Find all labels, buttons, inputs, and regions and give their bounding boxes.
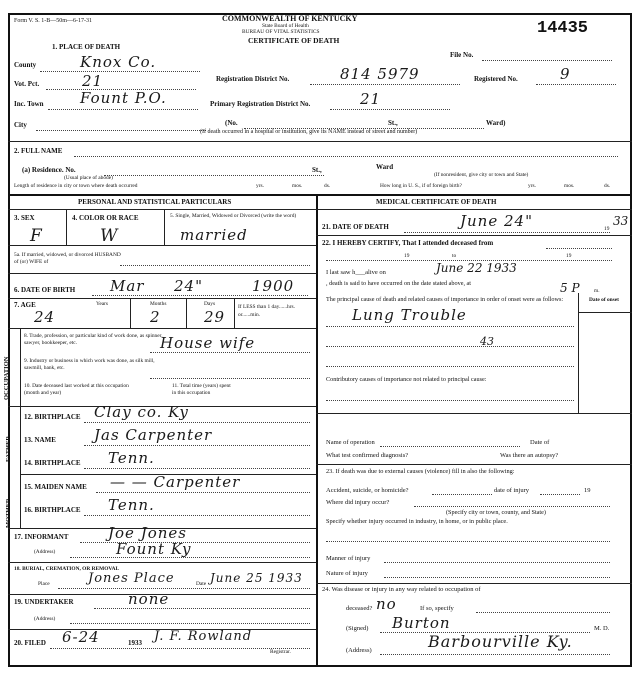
burial-date-label: Date xyxy=(196,581,207,587)
death-said-label: , death is said to have occurred on the date stated above, at xyxy=(326,280,472,287)
parents-side-divider xyxy=(20,406,21,528)
residence-st-label: St., xyxy=(312,166,322,174)
cause-line-1 xyxy=(326,326,574,327)
vot-pct-label: Vot. Pct. xyxy=(14,80,40,88)
form-number: Form V. S. 1-B—50m—6-17-31 xyxy=(14,18,92,24)
state-title: COMMONWEALTH OF KENTUCKY xyxy=(222,14,358,23)
father-name-label: 13. NAME xyxy=(24,436,56,444)
specify-industry-label: Specify whether injury occurred in industry, in home, or in public place. xyxy=(326,518,508,525)
informant-line xyxy=(80,542,310,543)
birthplace-14-label: 14. BIRTHPLACE xyxy=(24,459,81,467)
undertaker-value: none xyxy=(128,590,170,608)
marital-value: married xyxy=(180,226,248,244)
occupation-side-label: OCCUPATION xyxy=(3,356,10,400)
file-no-label: File No. xyxy=(450,51,474,59)
informant-label: 17. INFORMANT xyxy=(14,533,69,541)
registered-no-value: 9 xyxy=(560,65,571,83)
maiden-name-value: — — Carpenter xyxy=(110,473,241,491)
divider-row-age xyxy=(8,328,316,329)
trade-value: House wife xyxy=(160,334,256,352)
column-divider xyxy=(316,194,318,665)
signed-label: (Signed) xyxy=(346,625,369,632)
frame-right xyxy=(630,13,632,667)
death-time-value: 5 P xyxy=(560,281,580,295)
undertaker-address-line xyxy=(70,623,310,624)
dob-label: 6. DATE OF BIRTH xyxy=(14,286,76,294)
full-name-line xyxy=(74,156,618,157)
age-div-2 xyxy=(186,298,187,328)
operation-label: Name of operation xyxy=(326,439,375,446)
dob-year: 1900 xyxy=(252,277,295,295)
street-ward-label: Ward) xyxy=(486,119,506,127)
cause-line-3 xyxy=(326,366,574,367)
spouse-line xyxy=(120,265,310,266)
death-time-m: m. xyxy=(594,288,600,294)
contributory-label: Contributory causes of importance not related to principal cause: xyxy=(326,376,487,383)
industry-line xyxy=(150,378,310,379)
frame-bottom xyxy=(8,665,632,667)
occupation-question: 24. Was disease or injury in any way related to occupation of xyxy=(322,586,481,593)
file-no-line xyxy=(482,60,612,61)
burial-label: 18. BURIAL, CREMATION, OR REMOVAL xyxy=(14,566,120,572)
onset-label: Date of onset xyxy=(589,297,619,303)
mother-side-label: MOTHER xyxy=(5,498,12,528)
contributory-line xyxy=(326,400,574,401)
death-date-label: 21. DATE OF DEATH xyxy=(322,223,389,231)
registrar-label: Registrar. xyxy=(270,649,291,655)
injury-date-line xyxy=(540,494,580,495)
personal-heading: PERSONAL AND STATISTICAL PARTICULARS xyxy=(78,198,232,206)
hospital-note: (If death occurred in a hospital or institution, give its NAME instead of street and number) xyxy=(200,129,418,135)
birthplace-12-line xyxy=(84,422,310,423)
where-injury-line xyxy=(414,506,610,507)
sex-col-divider xyxy=(66,209,67,245)
accident-label: Accident, suicide, or homicide? xyxy=(326,487,409,494)
county-line xyxy=(40,71,200,72)
death-year-value: 33 xyxy=(613,214,629,228)
residence-label: (a) Residence. No. xyxy=(22,166,76,174)
informant-address-label: (Address) xyxy=(34,549,56,555)
physician-address-line xyxy=(380,654,610,655)
certificate-stamp-number: 14435 xyxy=(537,19,589,38)
length-ds: ds. xyxy=(324,183,331,189)
principal-cause-value: Lung Trouble xyxy=(352,306,467,324)
deceased-answer: no xyxy=(376,595,397,613)
age-div-3 xyxy=(234,298,235,328)
divider-row-sex xyxy=(8,245,316,246)
length-mos: mos. xyxy=(292,183,303,189)
divider-row-informant xyxy=(8,562,316,563)
undertaker-line xyxy=(94,608,310,609)
full-name-label: 2. FULL NAME xyxy=(14,147,63,155)
undertaker-label: 19. UNDERTAKER xyxy=(14,598,74,606)
dob-line xyxy=(92,295,308,296)
spouse-label: 5a. If married, widowed, or divorced HUSBAND of (or) WIFE of xyxy=(14,252,121,266)
burial-date-value: June 25 1933 xyxy=(210,571,303,585)
frame-left xyxy=(8,13,10,667)
principal-cause-label: The principal cause of death and related causes of importance in order of onset were as follows: xyxy=(326,296,564,303)
how-long-label: How long in U. S., if of foreign birth? xyxy=(380,183,462,189)
deceased-label: deceased? xyxy=(346,605,373,612)
sex-value: F xyxy=(30,226,43,246)
age-days-value: 29 xyxy=(204,308,226,326)
trade-line xyxy=(150,352,310,353)
test-label: What test confirmed diagnosis? xyxy=(326,452,409,459)
physician-address-label: (Address) xyxy=(346,647,372,654)
injury-year: 19 xyxy=(584,487,591,494)
external-causes-label: 23. If death was due to external causes (violence) fill in also the following: xyxy=(326,468,515,475)
birthplace-12-value: Clay co. Ky xyxy=(94,403,189,421)
city-line xyxy=(36,130,206,131)
divider-row-operation xyxy=(316,464,632,465)
nature-line xyxy=(384,577,610,578)
usual-place-label: (Usual place of abode) xyxy=(64,175,113,181)
street-no-label: (No. xyxy=(225,119,238,127)
age-label: 7. AGE xyxy=(14,301,36,309)
how-long-yrs: yrs. xyxy=(528,183,536,189)
age-years-label: Years xyxy=(96,301,109,307)
primary-district-label: Primary Registration District No. xyxy=(210,100,311,108)
board-title: State Board of Health xyxy=(262,23,309,29)
street-st-label: St., xyxy=(388,119,398,127)
birthplace-14-value: Tenn. xyxy=(108,449,155,467)
death-date-line xyxy=(404,232,610,233)
manner-label: Manner of injury xyxy=(326,555,371,562)
industry-label: 9. Industry or business in which work was done, as silk mill, sawmill, bank, etc. xyxy=(24,358,155,372)
marital-label: 5. Single, Married, Widowed or Divorced (write the word) xyxy=(170,213,297,219)
onset-header-rule xyxy=(578,312,632,313)
informant-address-value: Fount Ky xyxy=(116,540,192,558)
accident-line xyxy=(432,494,492,495)
birthplace-14-line xyxy=(84,468,310,469)
burial-line xyxy=(58,588,310,589)
town-value: Fount P.O. xyxy=(80,89,167,107)
md-label: M. D. xyxy=(594,625,610,632)
certificate-title: CERTIFICATE OF DEATH xyxy=(248,36,340,45)
divider-row-death-date xyxy=(316,235,632,236)
operation-line xyxy=(380,446,520,447)
filed-year-value: 1933 xyxy=(128,639,142,647)
divider-row-spouse xyxy=(8,273,316,274)
divider-row-injury xyxy=(316,583,632,584)
burial-place-label: Place xyxy=(38,581,50,587)
onset-divider xyxy=(578,293,579,413)
cause-line-2 xyxy=(326,346,574,347)
county-label: County xyxy=(14,61,37,69)
birthplace-16-value: Tenn. xyxy=(108,496,155,514)
manner-line xyxy=(384,562,610,563)
divider-under-headings xyxy=(8,209,632,210)
certify-label: 22. I HEREBY CERTIFY, That I attended deceased from xyxy=(322,239,494,247)
last-saw-label: I last saw h___alive on xyxy=(326,269,386,276)
how-long-mos: mos. xyxy=(564,183,575,189)
maiden-name-line xyxy=(96,492,310,493)
city-label: City xyxy=(14,121,27,129)
town-label: Inc. Town xyxy=(14,100,44,108)
cause-mark: 43 xyxy=(480,335,494,348)
birthplace-12-label: 12. BIRTHPLACE xyxy=(24,413,81,421)
age-less-than: If LESS than 1 day......hrs. or......min. xyxy=(238,304,295,318)
nonresident-note: (If nonresident, give city or town and State) xyxy=(434,172,529,178)
dob-month: Mar xyxy=(110,277,145,295)
color-label: 4. COLOR OR RACE xyxy=(72,214,139,222)
certify-to: to xyxy=(452,253,457,259)
trade-label: 8. Trade, profession, or particular kind of work done, as spinner, sawyer, bookkeeper, etc. xyxy=(24,333,163,347)
how-long-ds: ds. xyxy=(604,183,611,189)
place-of-death-label: 1. PLACE OF DEATH xyxy=(52,43,121,51)
registration-district-value: 814 5979 xyxy=(340,65,420,83)
last-saw-value: June 22 1933 xyxy=(436,261,517,275)
vot-pct-value: 21 xyxy=(82,72,104,90)
age-days-label: Days xyxy=(204,301,216,307)
total-time-label: 11. Total time (years) spent in this occupation xyxy=(172,383,231,397)
medical-heading: MEDICAL CERTIFICATE OF DEATH xyxy=(376,198,497,206)
color-col-divider xyxy=(164,209,165,245)
injury-date-label: date of injury xyxy=(494,487,530,494)
if-so-line xyxy=(476,612,610,613)
filed-label: 20. FILED xyxy=(14,639,46,647)
father-side-label: FATHER xyxy=(5,435,12,462)
divider-full-name xyxy=(8,141,632,142)
nature-label: Nature of injury xyxy=(326,570,368,577)
divider-main-top xyxy=(8,194,632,196)
residence-line xyxy=(104,175,324,176)
registration-district-label: Registration District No. xyxy=(216,75,290,83)
operation-date-label: Date of xyxy=(530,439,550,446)
length-yrs: yrs. xyxy=(256,183,264,189)
age-months-label: Months xyxy=(150,301,167,307)
specify-place-label: (Specify city or town, county, and State) xyxy=(446,509,546,516)
primary-district-line xyxy=(330,109,450,110)
age-years-value: 24 xyxy=(34,308,56,326)
age-months-value: 2 xyxy=(150,308,161,326)
specify-industry-line xyxy=(326,541,610,542)
birthplace-16-line xyxy=(84,515,310,516)
bureau-title: BUREAU OF VITAL STATISTICS xyxy=(242,29,320,35)
birthplace-16-label: 16. BIRTHPLACE xyxy=(24,506,81,514)
residence-ward-label: Ward xyxy=(376,163,394,171)
father-name-value: Jas Carpenter xyxy=(94,426,213,444)
maiden-name-label: 15. MAIDEN NAME xyxy=(24,483,87,491)
age-div-1 xyxy=(130,298,131,328)
divider-row-causes xyxy=(316,413,632,414)
physician-address-value: Barbourville Ky. xyxy=(428,632,573,651)
if-so-label: If so, specify xyxy=(420,605,454,612)
physician-signature: Burton xyxy=(392,614,451,632)
primary-district-value: 21 xyxy=(360,90,382,108)
burial-place-value: Jones Place xyxy=(88,571,175,586)
undertaker-address-label: (Address) xyxy=(34,616,56,622)
county-value: Knox Co. xyxy=(80,53,157,71)
divider-row-dob xyxy=(8,298,316,299)
registration-district-line xyxy=(310,84,460,85)
informant-address-line xyxy=(70,557,310,558)
last-worked-label: 10. Date deceased last worked at this occupation (month and year) xyxy=(24,383,129,397)
death-year-prefix: 19 xyxy=(604,226,610,232)
father-name-line xyxy=(84,445,310,446)
registered-no-line xyxy=(536,84,616,85)
dob-day: 24" xyxy=(174,277,203,295)
sex-label: 3. SEX xyxy=(14,214,35,222)
autopsy-label: Was there an autopsy? xyxy=(500,452,559,459)
certify-year-2: 19 xyxy=(566,253,572,259)
informant-value: Joe Jones xyxy=(108,524,187,542)
registrar-signature: J. F. Rowland xyxy=(154,629,253,644)
color-value: W xyxy=(100,226,119,246)
certify-line xyxy=(546,248,612,249)
where-injury-label: Where did injury occur? xyxy=(326,499,390,506)
certify-year-1: 19 xyxy=(404,253,410,259)
registered-no-label: Registered No. xyxy=(474,75,518,83)
death-date-value: June 24" xyxy=(460,212,533,230)
length-of-residence-label: Length of residence in city or town where death occurred xyxy=(14,183,138,189)
town-line xyxy=(48,109,198,110)
occupation-side-divider xyxy=(20,328,21,406)
filed-date-value: 6-24 xyxy=(62,628,100,646)
